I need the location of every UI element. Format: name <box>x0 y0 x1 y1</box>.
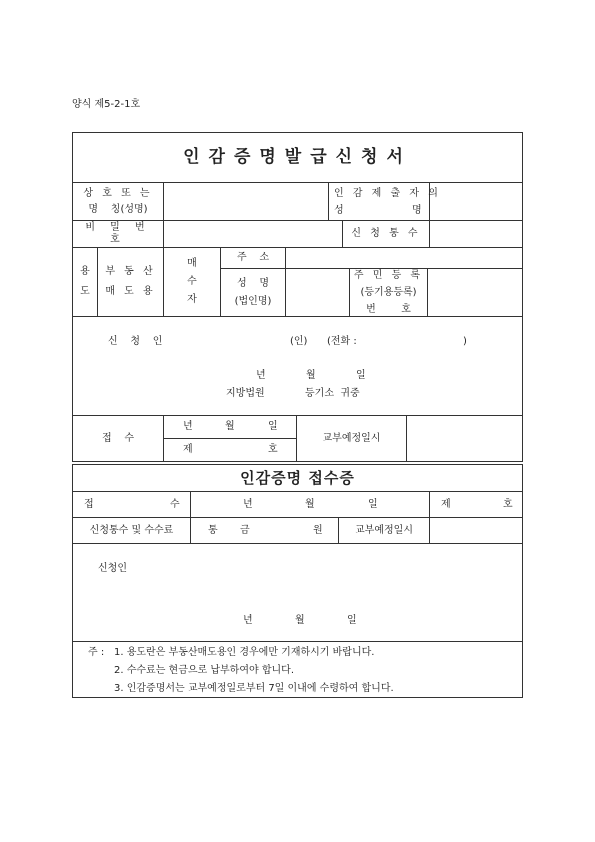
rrn-label-2: (등기용등록) <box>360 286 417 298</box>
court-label: 지방법원 <box>226 388 265 399</box>
phone-close: ) <box>463 336 467 347</box>
usage-label-2: 도 <box>80 286 90 297</box>
submitter-label-b: 명 <box>412 205 422 216</box>
name-label: 성 명 <box>236 277 270 289</box>
phone-label: (전화 : <box>327 336 357 347</box>
date-day: 일 <box>356 370 366 381</box>
slip-year: 년 <box>243 499 253 510</box>
slip-month: 월 <box>305 499 315 510</box>
rule <box>72 316 523 317</box>
rule <box>328 182 329 220</box>
slip-title: 인감증명 접수증 <box>240 469 355 487</box>
note-item: 2. 수수료는 현금으로 납부하여야 합니다. <box>114 665 294 676</box>
count-fee-label: 신청통수 및 수수료 <box>89 524 174 536</box>
buyer-label-2: 수 <box>187 276 197 287</box>
copies-unit: 통 <box>208 525 218 536</box>
rrn-field[interactable] <box>428 269 522 316</box>
slip-scheduled-issue-field[interactable] <box>430 518 522 543</box>
note-item: 1. 용도란은 부동산매도용인 경우에만 기재하시기 바랍니다. <box>114 647 375 658</box>
slip-receipt-label-b: 수 <box>170 499 180 510</box>
address-field[interactable] <box>286 248 522 268</box>
realestate-label-2: 매 도 용 <box>105 286 156 297</box>
receipt-year: 년 <box>183 421 193 432</box>
rrn-label: 주 민 등 록 <box>353 269 424 281</box>
password-field[interactable] <box>164 221 342 247</box>
request-count-field[interactable] <box>430 221 522 247</box>
applicant-label: 신 청 인 <box>108 336 163 347</box>
slip-bottom-month: 월 <box>295 615 305 626</box>
note-item: 3. 인감증명서는 교부예정일로부터 7일 이내에 수령하여 합니다. <box>114 683 394 694</box>
realestate-label: 부 동 산 <box>105 266 156 277</box>
seal-label: (인) <box>290 336 308 347</box>
receipt-no-prefix: 제 <box>183 444 193 455</box>
rule <box>190 491 191 543</box>
submitter-label: 인 감 제 출 자 의 <box>334 188 441 199</box>
trade-name-label: 상 호 또 는 <box>83 187 153 199</box>
password-label: 비 밀 번 호 <box>85 222 151 245</box>
corp-name-label: (법인명) <box>234 295 272 307</box>
slip-day: 일 <box>368 499 378 510</box>
form-title: 인감증명발급신청서 <box>183 147 412 168</box>
submitter-label-a: 성 <box>334 205 344 216</box>
receipt-label: 접 수 <box>101 432 135 444</box>
slip-no-prefix: 제 <box>441 499 451 510</box>
rule <box>72 543 523 544</box>
buyer-label-3: 자 <box>187 294 197 305</box>
slip-bottom-year: 년 <box>243 615 253 626</box>
slip-receipt-label-a: 접 <box>84 499 94 510</box>
rule <box>72 464 73 698</box>
usage-label: 용 <box>80 266 90 277</box>
rule <box>163 415 164 461</box>
buyer-label-1: 매 <box>187 258 197 269</box>
rrn-label-3: 번 호 <box>366 303 411 315</box>
receipt-month: 월 <box>225 421 235 432</box>
request-count-label: 신 청 통 수 <box>351 228 421 239</box>
trade-name-field[interactable] <box>164 183 328 220</box>
receipt-day: 일 <box>268 421 278 432</box>
rule <box>522 464 523 698</box>
scheduled-issue-label: 교부예정일시 <box>322 432 381 444</box>
scheduled-issue-field[interactable] <box>407 416 522 461</box>
registry-label: 등기소 귀중 <box>305 388 360 399</box>
slip-bottom-day: 일 <box>347 615 357 626</box>
rule <box>72 697 523 698</box>
slip-scheduled-issue-label: 교부예정일시 <box>355 524 413 536</box>
rule <box>72 491 523 492</box>
amount-won: 원 <box>313 525 323 536</box>
rule <box>163 438 296 439</box>
slip-applicant-label: 신청인 <box>98 563 127 574</box>
date-month: 월 <box>306 370 316 381</box>
trade-name-label-2: 명 칭(성명) <box>88 203 148 215</box>
buyer-name-field[interactable] <box>286 269 349 316</box>
slip-no-suffix: 호 <box>503 499 513 510</box>
rule <box>72 461 523 462</box>
address-label: 주 소 <box>236 252 270 263</box>
date-year: 년 <box>256 370 266 381</box>
notes-prefix: 주 : <box>88 647 105 658</box>
rule <box>72 641 523 642</box>
submitter-name-field[interactable] <box>430 183 522 220</box>
amount-gold: 금 <box>240 525 250 536</box>
receipt-no-suffix: 호 <box>268 444 278 455</box>
form-number: 양식 제5-2-1호 <box>72 99 141 110</box>
